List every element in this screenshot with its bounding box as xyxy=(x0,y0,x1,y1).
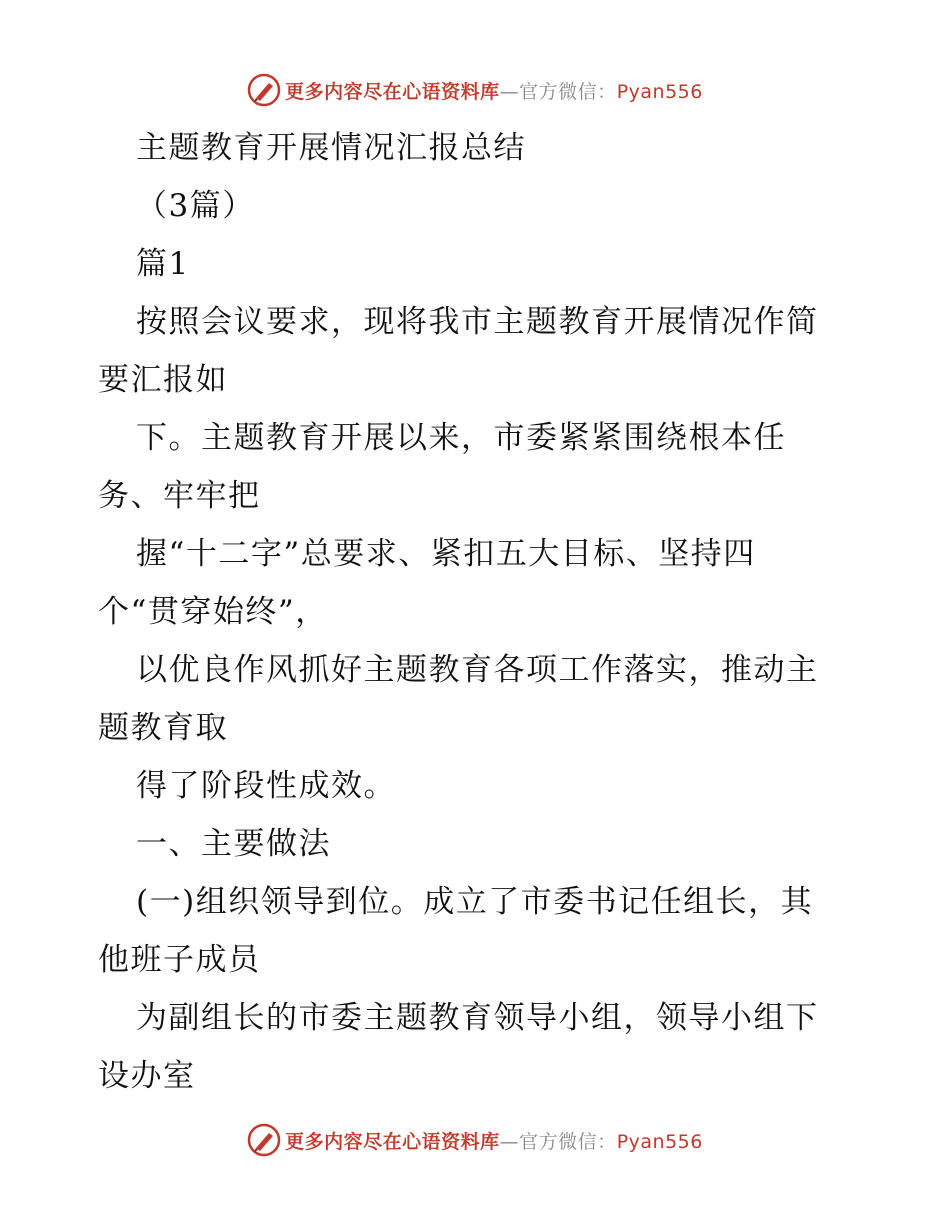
paragraph-line: 务、牢牢把 xyxy=(98,478,261,514)
footer-banner-sep: —官方微信： xyxy=(499,1130,617,1153)
paragraph-line: 他班子成员 xyxy=(98,942,261,978)
paragraph-line: 按照会议要求，现将我市主题教育开展情况作简 xyxy=(136,304,819,340)
header-banner-text xyxy=(285,77,703,104)
footer-banner-text xyxy=(285,1127,703,1154)
paragraph-line: 要汇报如 xyxy=(98,362,228,398)
paragraph-line: 题教育取 xyxy=(98,710,228,746)
paragraph-line: (一)组织领导到位。成立了市委书记任组长，其 xyxy=(136,884,814,920)
paragraph-line: 设办室 xyxy=(98,1058,196,1094)
section-heading: 一、主要做法 xyxy=(136,826,331,862)
header-banner-sep: —官方微信： xyxy=(499,80,617,103)
paragraph-line: 以优良作风抓好主题教育各项工作落实，推动主 xyxy=(136,652,819,688)
section-label: 篇1 xyxy=(136,246,190,282)
footer-banner-main: 更多内容尽在心语资料库 xyxy=(285,1130,500,1153)
paragraph-line: 下。主题教育开展以来，市委紧紧围绕根本任 xyxy=(136,420,786,456)
doc-subtitle: （3篇） xyxy=(136,188,255,224)
paragraph-line: 握“十二字”总要求、紧扣五大目标、坚持四 xyxy=(136,536,756,572)
pen-logo-icon xyxy=(247,73,281,107)
footer-banner xyxy=(0,1122,950,1158)
paragraph-line: 为副组长的市委主题教育领导小组，领导小组下 xyxy=(136,1000,819,1036)
header-banner xyxy=(0,72,950,108)
header-banner-main: 更多内容尽在心语资料库 xyxy=(285,80,500,103)
paragraph-line: 个“贯穿始终”， xyxy=(98,594,328,630)
paragraph-line: 得了阶段性成效。 xyxy=(136,768,396,804)
header-banner-id: Pyan556 xyxy=(616,80,703,103)
doc-title: 主题教育开展情况汇报总结 xyxy=(136,130,526,166)
footer-banner-id: Pyan556 xyxy=(616,1130,703,1153)
pen-logo-icon xyxy=(247,1123,281,1157)
